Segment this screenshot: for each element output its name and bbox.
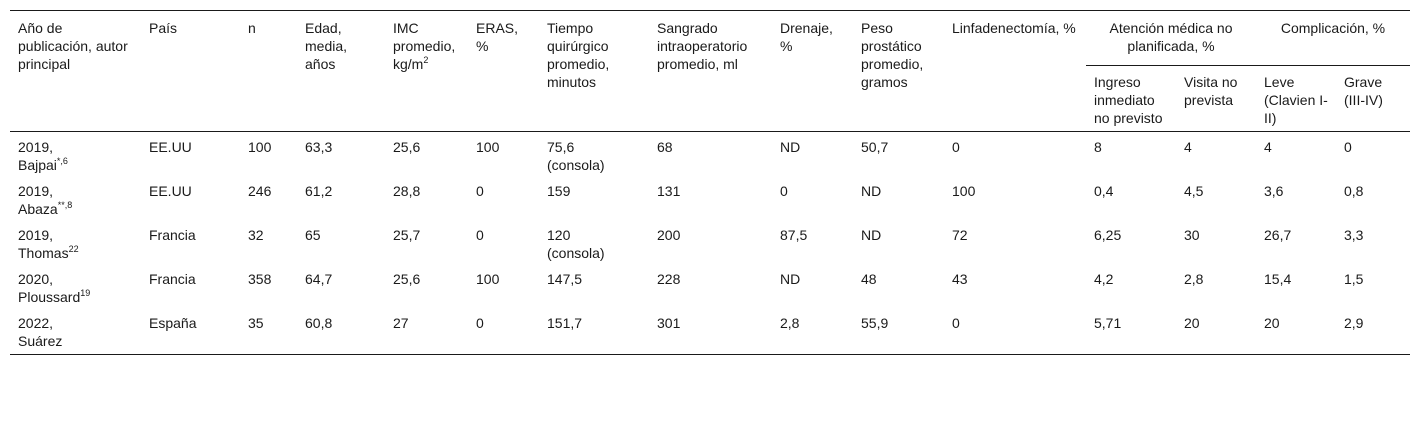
cell-age: 60,8 <box>305 315 333 331</box>
cell-lymph: 0 <box>952 139 960 155</box>
header-group-unplanned-care: Atención médica no planificada, % <box>1086 11 1256 66</box>
cell-year-author <box>10 264 141 308</box>
cell-major: 2,9 <box>1344 315 1364 331</box>
cell-admission: 0,4 <box>1094 183 1114 199</box>
cell-year: 2022, <box>18 315 54 331</box>
cell-lymph: 43 <box>952 271 968 287</box>
cell-n: 35 <box>248 315 264 331</box>
cell-n: 100 <box>248 139 272 155</box>
cell-bleeding: 68 <box>657 139 673 155</box>
cell-country: EE.UU <box>149 139 192 155</box>
studies-table <box>10 10 1410 355</box>
cell-time <box>539 264 649 308</box>
cell-bmi: 25,6 <box>393 271 421 287</box>
cell-bleeding: 228 <box>657 271 681 287</box>
cell-admission: 8 <box>1094 139 1102 155</box>
cell-country: Francia <box>149 271 196 287</box>
header-drainage: Drenaje, % <box>780 20 833 54</box>
cell-year: 2020, <box>18 271 54 287</box>
cell-time-value: 75,6 <box>547 139 575 155</box>
cell-major: 3,3 <box>1344 227 1364 243</box>
cell-minor: 26,7 <box>1264 227 1292 243</box>
cell-visit: 4,5 <box>1184 183 1204 199</box>
header-prostate-weight: Peso prostático promedio, gramos <box>861 20 924 90</box>
cell-eras: 100 <box>476 271 500 287</box>
cell-year: 2019, <box>18 227 54 243</box>
cell-author: Thomas <box>18 245 69 261</box>
cell-ref: 19 <box>80 288 91 298</box>
header-bmi-superscript: 2 <box>423 55 429 65</box>
table-row <box>10 308 1410 355</box>
cell-bmi: 25,7 <box>393 227 421 243</box>
cell-visit: 4 <box>1184 139 1192 155</box>
table-header <box>10 11 1410 132</box>
cell-weight: 50,7 <box>861 139 889 155</box>
cell-minor: 3,6 <box>1264 183 1284 199</box>
cell-visit: 30 <box>1184 227 1200 243</box>
cell-n: 358 <box>248 271 272 287</box>
cell-author: Ploussard <box>18 289 81 305</box>
cell-major: 0 <box>1344 139 1352 155</box>
header-year-author: Año de publicación, autor principal <box>18 20 128 72</box>
cell-time <box>539 220 649 264</box>
cell-visit: 2,8 <box>1184 271 1204 287</box>
header-country: País <box>149 20 178 36</box>
cell-minor: 20 <box>1264 315 1280 331</box>
cell-author: Abaza <box>18 201 58 217</box>
table-row <box>10 132 1410 177</box>
cell-drainage: 2,8 <box>780 315 800 331</box>
table-row <box>10 220 1410 264</box>
cell-eras: 0 <box>476 315 484 331</box>
cell-age: 65 <box>305 227 321 243</box>
subheader-visit: Visita no prevista <box>1184 74 1238 108</box>
cell-bmi: 28,8 <box>393 183 421 199</box>
cell-time-note: (consola) <box>547 245 605 261</box>
cell-year-author <box>10 176 141 220</box>
header-n: n <box>248 20 256 36</box>
cell-weight: 55,9 <box>861 315 889 331</box>
cell-eras: 100 <box>476 139 500 155</box>
cell-lymph: 100 <box>952 183 976 199</box>
cell-bmi: 25,6 <box>393 139 421 155</box>
cell-time <box>539 132 649 177</box>
cell-year: 2019, <box>18 139 54 155</box>
cell-time-note: (consola) <box>547 157 605 173</box>
cell-time-value: 120 <box>547 227 571 243</box>
cell-bleeding: 200 <box>657 227 681 243</box>
cell-major: 0,8 <box>1344 183 1364 199</box>
cell-visit: 20 <box>1184 315 1200 331</box>
table-row <box>10 264 1410 308</box>
cell-author: Bajpai <box>18 157 57 173</box>
header-bmi-label: IMC promedio, kg/m <box>393 20 456 72</box>
cell-minor: 4 <box>1264 139 1272 155</box>
cell-time-value: 147,5 <box>547 271 583 287</box>
cell-admission: 6,25 <box>1094 227 1122 243</box>
cell-weight: ND <box>861 183 882 199</box>
header-group-complication: Complicación, % <box>1256 11 1410 66</box>
cell-eras: 0 <box>476 227 484 243</box>
cell-major: 1,5 <box>1344 271 1364 287</box>
cell-time-value: 159 <box>547 183 571 199</box>
cell-drainage: ND <box>780 271 801 287</box>
cell-weight: 48 <box>861 271 877 287</box>
cell-year-author <box>10 132 141 177</box>
cell-age: 63,3 <box>305 139 333 155</box>
cell-n: 32 <box>248 227 264 243</box>
cell-age: 64,7 <box>305 271 333 287</box>
header-eras: ERAS, % <box>476 20 519 54</box>
cell-country: EE.UU <box>149 183 192 199</box>
cell-admission: 5,71 <box>1094 315 1122 331</box>
header-lymphadenectomy: Linfadenectomía, % <box>952 20 1076 36</box>
cell-ref: **,8 <box>57 200 73 210</box>
cell-bleeding: 301 <box>657 315 681 331</box>
cell-eras: 0 <box>476 183 484 199</box>
subheader-admission: Ingreso inmediato no previsto <box>1094 74 1163 126</box>
cell-time <box>539 308 649 355</box>
cell-lymph: 0 <box>952 315 960 331</box>
cell-drainage: ND <box>780 139 801 155</box>
cell-year-author <box>10 220 141 264</box>
cell-age: 61,2 <box>305 183 333 199</box>
cell-admission: 4,2 <box>1094 271 1114 287</box>
cell-drainage: 0 <box>780 183 788 199</box>
cell-bleeding: 131 <box>657 183 681 199</box>
cell-drainage: 87,5 <box>780 227 808 243</box>
table-row <box>10 176 1410 220</box>
cell-bmi: 27 <box>393 315 409 331</box>
cell-author: Suárez <box>18 333 63 349</box>
table-body <box>10 132 1410 355</box>
cell-country: España <box>149 315 197 331</box>
cell-time-value: 151,7 <box>547 315 583 331</box>
header-bleeding: Sangrado intraoperatorio promedio, ml <box>657 20 748 72</box>
cell-ref: 22 <box>68 244 79 254</box>
cell-minor: 15,4 <box>1264 271 1292 287</box>
cell-country: Francia <box>149 227 196 243</box>
subheader-major: Grave (III-IV) <box>1344 74 1383 108</box>
cell-lymph: 72 <box>952 227 968 243</box>
cell-weight: ND <box>861 227 882 243</box>
header-bmi <box>385 11 468 132</box>
cell-time <box>539 176 649 220</box>
header-surgical-time: Tiempo quirúrgico promedio, minutos <box>547 20 610 90</box>
cell-year-author <box>10 308 141 355</box>
cell-n: 246 <box>248 183 272 199</box>
subheader-minor: Leve (Clavien I-II) <box>1264 74 1328 126</box>
header-age: Edad, media, años <box>305 20 348 72</box>
cell-year: 2019, <box>18 183 54 199</box>
cell-ref: *,6 <box>56 156 68 166</box>
